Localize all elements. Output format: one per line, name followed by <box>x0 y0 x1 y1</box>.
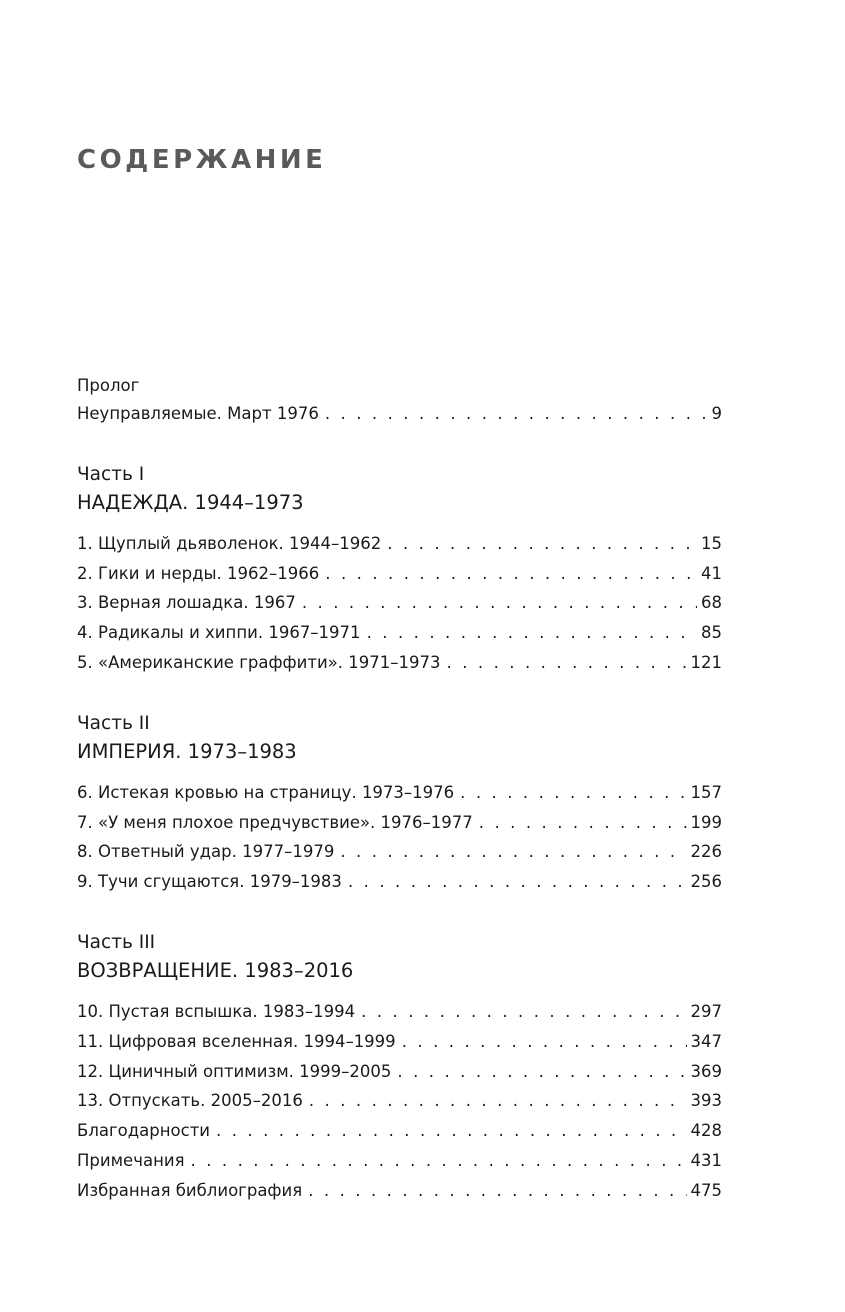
toc-entry[interactable] <box>77 588 722 618</box>
toc-entry[interactable] <box>77 618 722 648</box>
toc-entry-page: 15 <box>701 533 722 553</box>
toc-entry[interactable] <box>77 1116 722 1146</box>
dot-leader <box>361 997 686 1027</box>
toc-entry-title: Избранная библиография <box>77 1180 303 1200</box>
toc-entry[interactable] <box>77 808 722 838</box>
toc-entry[interactable] <box>77 1057 722 1087</box>
dot-leader <box>302 588 697 618</box>
toc-entry-title: 11. Цифровая вселенная. 1994–1999 <box>77 1031 396 1051</box>
toc-entry-title: 5. «Американские граффити». 1971–1973 <box>77 652 441 672</box>
toc-entry[interactable] <box>77 837 722 867</box>
toc-entry-page: 256 <box>690 872 722 892</box>
toc-entry-title: 10. Пустая вспышка. 1983–1994 <box>77 1001 356 1021</box>
toc-entry-title: 13. Отпускать. 2005–2016 <box>77 1091 303 1111</box>
toc-entry-title: 9. Тучи сгущаются. 1979–1983 <box>77 872 342 892</box>
dot-leader <box>367 618 697 648</box>
toc-entry-title: 8. Ответный удар. 1977–1979 <box>77 842 335 862</box>
toc-entry-title: 2. Гики и нерды. 1962–1966 <box>77 563 320 583</box>
dot-leader <box>447 648 687 678</box>
toc-entry-title: Благодарности <box>77 1121 211 1141</box>
page-title: СОДЕРЖАНИЕ <box>77 145 327 175</box>
toc-entry-page: 199 <box>690 812 722 832</box>
part-label: Часть I <box>77 463 145 485</box>
dot-leader <box>348 867 687 897</box>
part-title: ИМПЕРИЯ. 1973–1983 <box>77 739 297 763</box>
toc-entry-page: 475 <box>690 1180 722 1200</box>
dot-leader <box>216 1116 686 1146</box>
toc-entry-page: 68 <box>701 593 722 613</box>
toc-entry-page: 347 <box>690 1031 722 1051</box>
part-label: Часть III <box>77 931 156 953</box>
part-2 <box>77 710 722 897</box>
dot-leader <box>191 1146 687 1176</box>
toc-entry[interactable] <box>77 529 722 559</box>
toc-entry-title: 4. Радикалы и хиппи. 1967–1971 <box>77 623 361 643</box>
toc-entry-page: 431 <box>690 1150 722 1170</box>
dot-leader <box>325 399 708 429</box>
dot-leader <box>340 837 686 867</box>
toc-entry-page: 121 <box>690 652 722 672</box>
dot-leader <box>387 529 697 559</box>
toc-entry-prologue[interactable] <box>77 399 722 429</box>
toc-entry[interactable] <box>77 997 722 1027</box>
toc-entry[interactable] <box>77 778 722 808</box>
toc-entry-title: Неуправляемые. Март 1976 <box>77 404 319 423</box>
toc-entry-title: 3. Верная лошадка. 1967 <box>77 593 296 613</box>
dot-leader <box>397 1057 686 1087</box>
dot-leader <box>325 559 697 589</box>
part-3 <box>77 929 722 1206</box>
toc-entry-page: 369 <box>690 1061 722 1081</box>
part-label: Часть II <box>77 712 150 734</box>
toc-entry-title: 1. Щуплый дьяволенок. 1944–1962 <box>77 533 382 553</box>
dot-leader <box>309 1086 687 1116</box>
toc-entry-page: 41 <box>701 563 722 583</box>
dot-leader <box>308 1176 686 1206</box>
toc-entry[interactable] <box>77 648 722 678</box>
toc-entry[interactable] <box>77 1176 722 1206</box>
toc-entry[interactable] <box>77 867 722 897</box>
toc-entry-title: 6. Истекая кровью на страницу. 1973–1976 <box>77 782 455 802</box>
toc-entry-page: 393 <box>690 1091 722 1111</box>
dot-leader <box>460 778 686 808</box>
toc-entry-page: 226 <box>690 842 722 862</box>
toc-entry[interactable] <box>77 1027 722 1057</box>
toc-entry-title: 12. Циничный оптимизм. 1999–2005 <box>77 1061 392 1081</box>
toc-entry-page: 85 <box>701 623 722 643</box>
toc-entry-page: 297 <box>690 1001 722 1021</box>
toc-entry-title: 7. «У меня плохое предчувствие». 1976–1977 <box>77 812 473 832</box>
toc-entry[interactable] <box>77 1086 722 1116</box>
dot-leader <box>479 808 687 838</box>
toc-entry-page: 9 <box>711 404 722 423</box>
table-of-contents <box>77 373 722 1206</box>
part-title: НАДЕЖДА. 1944–1973 <box>77 490 304 514</box>
toc-entry[interactable] <box>77 1146 722 1176</box>
prologue-label: Пролог <box>77 376 140 395</box>
toc-entry-page: 157 <box>690 782 722 802</box>
dot-leader <box>402 1027 687 1057</box>
toc-entry[interactable] <box>77 559 722 589</box>
toc-entry-title: Примечания <box>77 1150 185 1170</box>
part-1 <box>77 461 722 678</box>
part-title: ВОЗВРАЩЕНИЕ. 1983–2016 <box>77 958 354 982</box>
toc-entry-page: 428 <box>690 1121 722 1141</box>
